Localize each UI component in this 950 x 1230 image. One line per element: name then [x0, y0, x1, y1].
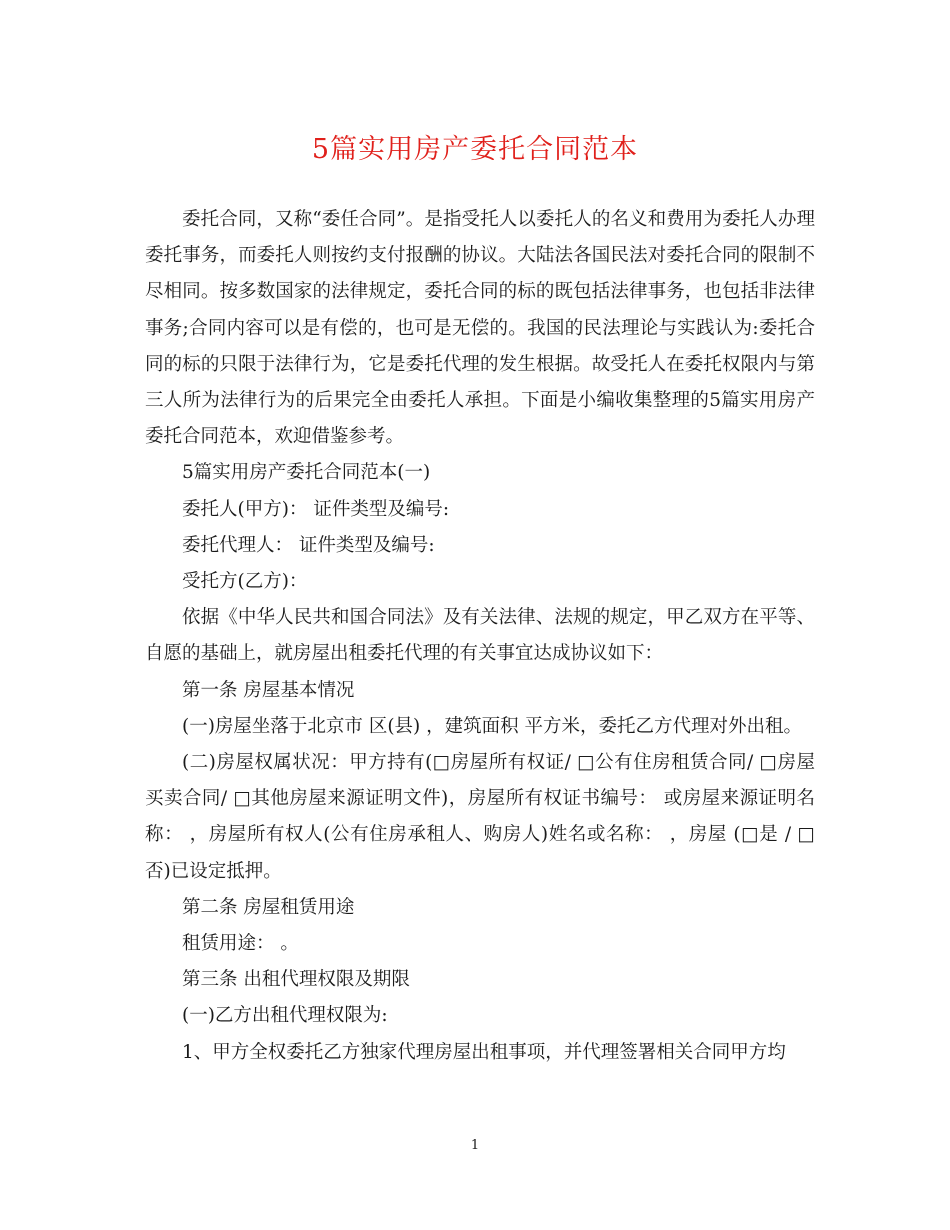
article-1-clause-2: (二)房屋权属状况：甲方持有(□房屋所有权证/ □公有住房租赁合同/ □房屋买卖合同/ □其他房屋来源证明文件)，房屋所有权证书编号： 或房屋来源证明名称： ，房屋所有权人(公有住房承租人、购房人)姓名或名称： ，房屋 (□是 / □否)已设定抵押。 [145, 752, 815, 882]
agreement-basis-paragraph: 依据《中华人民共和国合同法》及有关法律、法规的规定，甲乙双方在平等、自愿的基础上，就房屋出租委托代理的有关事宜达成协议如下： [145, 607, 815, 665]
party-b-line: 受托方(乙方)： [182, 571, 308, 593]
intro-paragraph: 委托合同，又称“委任合同”。是指受托人以委托人的名义和费用为委托人办理委托事务，而委托人则按约支付报酬的协议。大陆法各国民法对委托合同的限制不尽相同。按多数国家的法律规定，委托合同的标的既包括法律事务，也包括非法律事务;合同内容可以是有偿的，也可是无偿的。我国的民法理论与实践认为:委托合同的标的只限于法律行为，它是委托代理的发生根据。故受托人在委托权限内与第三人所为法律行为的后果完全由委托人承担。下面是小编收集整理的5篇实用房产委托合同范本，欢迎借鉴参考。 [145, 209, 815, 448]
party-a-line: 委托人(甲方)： 证件类型及编号: [182, 498, 450, 520]
article-3-clause-1: (一)乙方出租代理权限为: [182, 1005, 388, 1027]
section-heading: 5篇实用房产委托合同范本(一) [182, 462, 431, 484]
article-1-clause-1: (一)房屋坐落于北京市 区(县) ，建筑面积 平方米，委托乙方代理对外出租。 [182, 715, 803, 737]
article-2-heading: 第二条 房屋租赁用途 [182, 896, 355, 918]
article-1-heading: 第一条 房屋基本情况 [182, 679, 355, 701]
lease-purpose-line: 租赁用途： 。 [182, 933, 299, 955]
agent-line: 委托代理人： 证件类型及编号: [182, 534, 435, 556]
article-3-heading: 第三条 出租代理权限及期限 [182, 969, 410, 991]
document-body [145, 202, 815, 1071]
document-title: 5篇实用房产委托合同范本 [311, 134, 639, 165]
article-3-item-1: 1、甲方全权委托乙方独家代理房屋出租事项，并代理签署相关合同甲方均 [182, 1041, 786, 1063]
page-number: 1 [470, 1138, 480, 1153]
